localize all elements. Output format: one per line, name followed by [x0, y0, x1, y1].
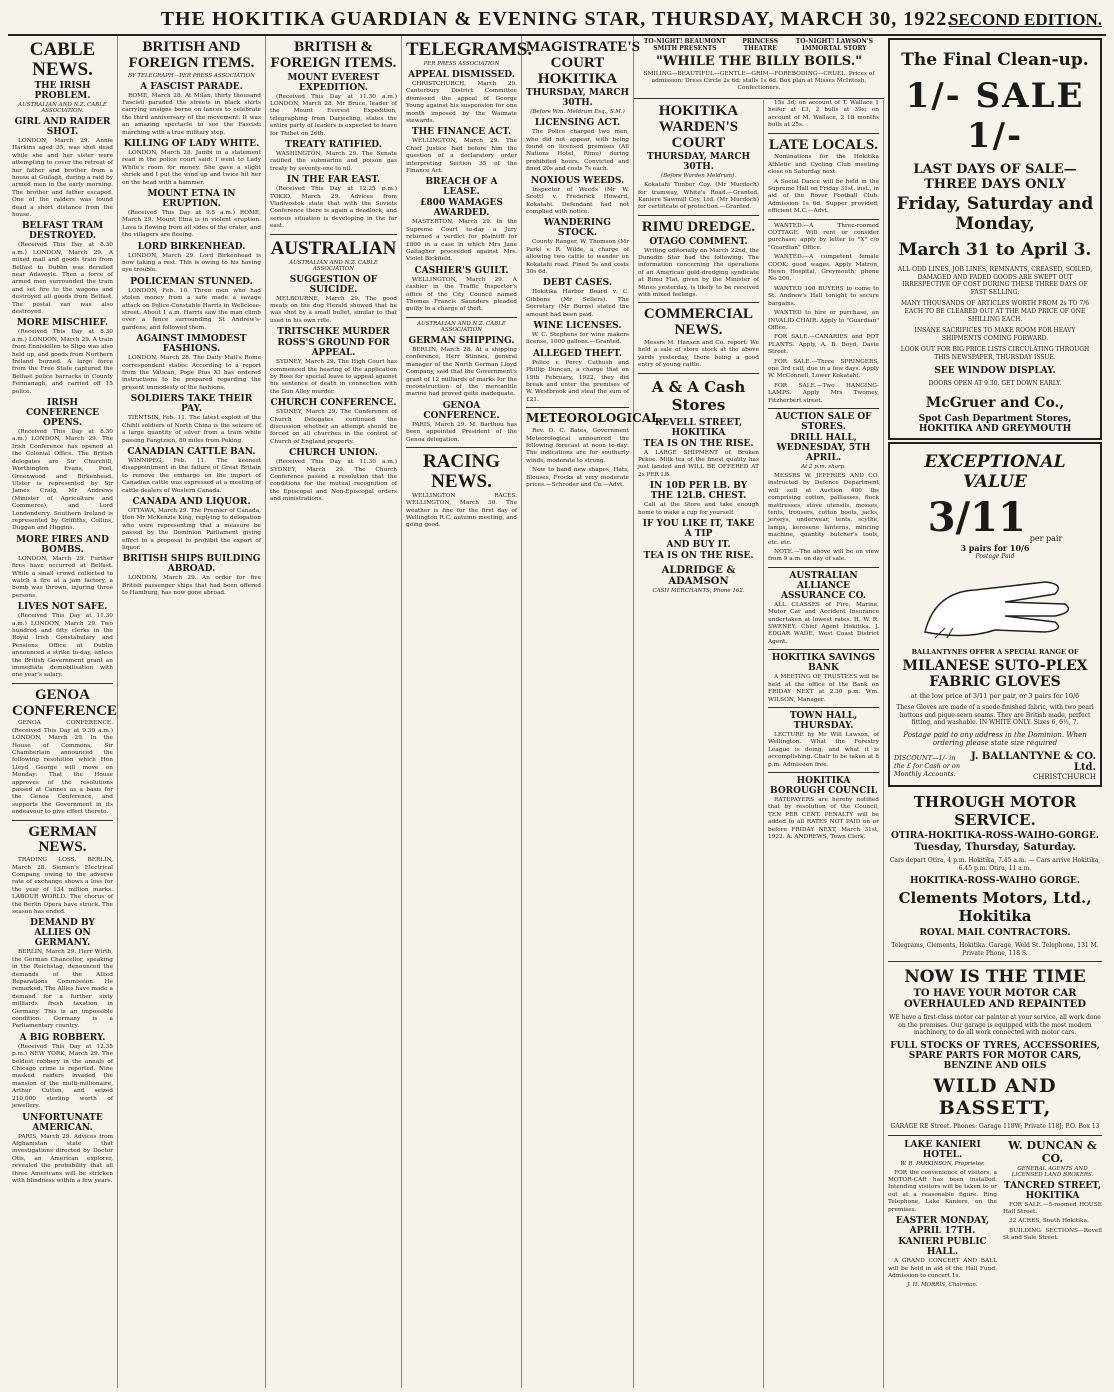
auction-location: DRILL HALL, WEDNESDAY, 5TH APRIL.: [776, 432, 871, 463]
article-heading: SUGGESTION OF SUICIDE.: [289, 274, 378, 295]
section-heading: AUSTRALIAN: [270, 237, 397, 259]
divider: [768, 133, 879, 134]
assurance-heading: AUSTRALIAN ALLIANCE ASSURANCE CO.: [780, 570, 867, 601]
agent-sub: GENERAL AGENTS AND LICENSED LAND BROKERS.: [1011, 1165, 1094, 1178]
article-text: Police v. Percy Cuthush and Phillip Duncan, a charge that on 19th February, 1922, they did break and enter the premises of W. Westbrook and steal the sum of £21.: [526, 359, 629, 403]
ad-doors: DOORS OPEN AT 9.30. GET DOWN EARLY.: [928, 379, 1062, 387]
article-heading: DEMAND BY ALLIES ON GERMANY.: [30, 918, 95, 949]
article-text: WELLINGTON, March 29. The Chief Justice had before him the question of a declaratory order interpreting Section 35 of the Finance Act.: [406, 138, 517, 174]
garage-ad-text: WE have a first-class motor car painter at your service, all work done on the premises. Our garage is equipped with the most modern machinery, to do all work connected with motor cars.: [889, 1014, 1101, 1037]
section-heading: MAGISTRATE'S COURT HOKITIKA: [526, 39, 640, 87]
article-heading: TREATY RATIFIED.: [285, 139, 382, 150]
article-text: LONDON, March 28. Jambi in a statement read in the police court said: I went to Lady White's room for money. She gave a slight shriek and I put the wind up and twice hit her on the head with a hammer.: [122, 149, 261, 186]
article-heading: GERMAN SHIPPING.: [408, 335, 515, 346]
column-british-foreign: [118, 36, 266, 1388]
hall-name: KANIERI PUBLIC HALL.: [898, 1237, 987, 1258]
article-text: (Received This Day at 12.35 p.m.) NEW YORK, March 29. The boldest robbery in the annals of Chicago crime is reported. Nine masked raiders invaded the mansion of the multi-millionaire, Arthur Cutten, and seized 210,000 sterling worth of jewellery.: [12, 1043, 113, 1110]
easter-date: EASTER MONDAY, APRIL 17TH.: [895, 1216, 990, 1237]
ad-sale-banner: 1/- SALE 1/-: [905, 76, 1085, 156]
motor-times: Cars depart Otira, 4 p.m. Hokitika, 7.45 a.m. — Cars arrive Hokitika, 6.45 p.m. Otira, 11 a.m.: [889, 856, 1101, 872]
section-heading: CABLE NEWS.: [29, 39, 96, 80]
article-heading: IRISH CONFERENCE OPENS.: [25, 398, 100, 429]
article-text: BERLIN, March 29. Herr Wirth, the German Chancellor, speaking in the Reichstag, denounced the demands of the Allied Reparations Commission. He remarked: The Allies have made a demand for a further sixty milliards fresh taxation in Germany. This is an impossible condition. Germany is a Parliamentary country.: [12, 949, 113, 1030]
article-heading: SOLDIERS TAKE THEIR PAY.: [130, 394, 253, 415]
film-title: "WHILE THE BILLY BOILS.": [655, 54, 863, 69]
motor-company-name: Clements Motors, Ltd., Hokitika: [898, 889, 1092, 926]
bank-heading: HOKITIKA SAVINGS BANK: [771, 653, 876, 674]
article-text: A Social Dance will be held in the Supreme Hall on Friday 31st. inst., in aid of the Rover Football Club. Admission 1s 6d. Supper provided; efficient M.C.—Advt.: [768, 178, 879, 215]
divider: [768, 408, 879, 409]
motor-service-heading: THROUGH MOTOR SERVICE.: [913, 792, 1077, 829]
ad-details: SMILING—BEAUTIFUL—GENTLE—GRIM—FOREBODING—CRUEL. Prices of admission: Dress Circle 2s 6d; stalls 1s 6d. Box plan at Misses McIntosh, Confectioners.: [643, 71, 875, 91]
article-text: (Received This Day at 8.30 a.m.) LONDON, March 29. A mixed mail and goods train from Belfast to Dublin was derailed near Adavoyle. Then a force of armed men surrounded the train and set fire to the wagons and destroyed all goods from Belfast. The postal van was also destroyed.: [12, 242, 113, 315]
merchant-sub: CASH MERCHANTS, Phone 162.: [652, 588, 745, 595]
motor-route: HOKITIKA-ROSS-WAIHO GORGE.: [909, 876, 1081, 887]
store-name: McGruer and Co.,: [925, 395, 1065, 412]
glove-postage: Postage paid to any address in the Dominion. When ordering please state size required: [903, 730, 1087, 747]
article-heading: BRITISH SHIPS BUILDING ABROAD.: [122, 554, 261, 575]
section-heading: HOKITIKA WARDEN'S COURT: [658, 103, 739, 151]
classified-ad: FOR SALE.—Three SPRINGERS, one 3rd calf, due in a few days. Apply W. McConnell, Lower Kokatahi.: [768, 358, 879, 380]
association-line: BY TELEGRAPH—PER PRESS ASSOCIATION: [128, 72, 255, 79]
ad-text: MANY THOUSANDS OF ARTICLES WORTH FROM 2s TO 7/6 EACH TO BE CLEARED OUT AT THE MAD PRICE OF ONE SHILLING EACH.: [901, 300, 1089, 323]
store-dept: Spot Cash Department Stores,: [918, 414, 1072, 425]
article-heading: POLICEMAN STUNNED.: [130, 276, 253, 287]
listing: 32 ACRES, South Hokitika.: [1008, 1218, 1089, 1225]
ad-offer: BALLANTYNES OFFER A SPECIAL RANGE OF: [911, 648, 1079, 657]
hotel-name: LAKE KANIERI HOTEL.: [904, 1139, 981, 1160]
ad-slogan: AND BUY IT.: [666, 540, 731, 551]
article-text: SYDNEY, March 29. The Conference of Church Delegates continued the discussion whether an attempt should be forced on all churches in the control of Church of England property.: [270, 409, 397, 445]
article-heading: CANADIAN CATTLE BAN.: [127, 446, 256, 457]
article-text: WINNIPEG, Feb. 11. The keenest disappointment in the failure of Great Britain to remove the embargo on the import of Canadian cattle was expressed at a meeting of cattle dealers of Western Canada.: [122, 457, 261, 494]
article-heading: APPEAL DISMISSED.: [408, 69, 515, 80]
glove-price-line: at the low price of 3/11 per pair, or 3 pairs for 10/6: [910, 692, 1080, 701]
article-text: County Ranger, W. Thomson (Mr Park) v. R. Wilde, a charge of allowing two cattle to wander on Kokatahi road. Fined 5s and costs 30s 6d.: [526, 239, 629, 275]
column-locals-classifieds: [764, 100, 884, 1388]
glove-price: 3/11: [927, 494, 1026, 542]
article-heading: MOUNT EVEREST EXPEDITION.: [287, 72, 380, 93]
edition-label: SECOND EDITION.: [948, 10, 1102, 29]
article-heading: WANDERING STOCK.: [543, 218, 611, 239]
association-line: AUSTRALIAN AND N.Z. CABLE ASSOCIATION: [417, 320, 506, 333]
column-telegrams: [402, 36, 533, 1388]
article-heading: AGAINST IMMODEST FASHIONS.: [136, 334, 247, 355]
discount-note: DISCOUNT—1/- in the £ for Cash or on Monthly Accounts.: [894, 753, 961, 778]
article-heading: WINE LICENSES.: [533, 320, 622, 331]
divider: [270, 234, 397, 235]
ad-slogan: IF YOU LIKE IT, TAKE A TIP: [642, 519, 755, 540]
ad-text: LOOK OUT FOR BIG PRICE LISTS CIRCULATING THROUGH THIS NEWSPAPER, THURSDAY ISSUE.: [900, 346, 1090, 361]
divider: [768, 707, 879, 708]
tea-price: IN 10D PER LB. BY THE 12LB. CHEST.: [649, 481, 748, 502]
article-text: TIENTSIN, Feb. 11. The latest exploit of the Chihli soldiers of North China is the seizure of a large quantity of silver from a train while passing Fangtzien, 80 miles from Peking.: [122, 415, 261, 444]
listing: FOR SALE.—5-roomed HOUSE Hall Street.: [1002, 1201, 1102, 1216]
motor-route: OTIRA-HOKITIKA-ROSS-WAIHO-GORGE.: [891, 830, 1099, 841]
section-heading: RACING NEWS.: [422, 450, 501, 492]
final-cleanup-ad: [888, 38, 1102, 440]
article-text: LONDON, March 29. Annie Harkins aged 35, was shot dead while she and her sister were attempting to cover the retreat of her father and brother from a house at Guilagh, during a raid by armed men in the early morning. The brother and father escaped. One of the raiders was found dead a short distance from the house.: [12, 137, 113, 218]
ad-dates-range: March 31 to April 3.: [898, 240, 1092, 260]
divider: [768, 772, 879, 773]
article-text: 15s 3d; on account of T. Wallace 1 heifer at £3, 2 bulls at 39s; on account of M. Wallace, 2 18 months bulls at 25s.: [768, 100, 879, 129]
section-subheading: THE IRISH PROBLEM.: [34, 80, 91, 101]
divider: [888, 961, 1102, 962]
princess-theatre-ad: [634, 36, 884, 99]
article-text: LONDON, March 29. An order for five British passenger ships that had been offered to Hamburg, has now gone abroad.: [122, 575, 261, 597]
pairs-offer: 3 pairs for 10/6: [960, 543, 1030, 554]
article-text: The Police charged two men, who did not appear, with being found on licensed premises (All Nations Hotel, Rimu) during prohibited hours. Convicted and fined 20s and costs 7s each.: [526, 129, 629, 173]
divider: [12, 683, 113, 684]
article-text: LONDON, March 29. Lord Birkenhead is now taking a rest. This is owing to his having eye trouble.: [122, 252, 261, 274]
article-heading: UNFORTUNATE AMERICAN.: [22, 1112, 103, 1133]
motor-company-sub: ROYAL MAIL CONTRACTORS.: [919, 928, 1071, 939]
section-heading: TELEGRAMS.: [406, 39, 533, 60]
section-heading: GENOA CONFERENCE: [12, 686, 118, 719]
article-heading: DEBT CASES.: [543, 278, 612, 289]
auction-text: MESSRS W. JEFFRIES AND CO. instructed by Defence Department will sell at Auction 400 lbs comprising cotton, palliasses, flock mattresses, stove utensils, mosses, tents, trousers, cotton boots, jacks, jerseys, underwear, tents, scythe, lamps, kerosene lanterns, mincing machine, quantity butcher's tools, etc. etc.: [768, 472, 879, 546]
ad-headline: EXCEPTIONAL VALUE: [924, 452, 1066, 493]
garage-ad-heading: NOW IS THE TIME: [904, 967, 1086, 988]
masthead-title: THE HOKITIKA GUARDIAN & EVENING STAR, THURSDAY, MARCH 30, 1922.: [160, 8, 954, 30]
article-heading: GENOA CONFERENCE.: [423, 400, 500, 421]
article-text: LONDON, Feb. 10. Three men who had stolen money from a safe made a savage attack on Police-Constable Harris in Wellclose-street. About 1 a.m. Harris saw the man climb over a fence surrounding St Andrew's-gardens, and followed them.: [122, 287, 261, 331]
article-heading: CANADA AND LIQUOR.: [132, 496, 251, 507]
article-text: CHRISTCHURCH, March 29. Canterbury District Committee dismissed the appeal of George Young against his suspension for one month imposed by the Waimate stewards.: [406, 80, 517, 124]
column-wardens-court: [634, 100, 764, 1388]
article-heading: LORD BIRKENHEAD.: [137, 241, 246, 252]
court-before: (Before Warden Meldrum).: [660, 173, 737, 180]
article-text: Hokitika Harbor Board v. C. Gibbons (Mr Sellers). The Secretary (Mr Burns) stated the amount had been paid.: [526, 289, 629, 318]
concert-text: A GRAND CONCERT AND BALL will be held in aid of the Hall Fund. Admission to concert 1s.: [888, 1258, 997, 1279]
article-heading: MORE FIRES AND BOMBS.: [16, 534, 109, 555]
article-text: Rev. D. C. Bates, Government Meteorological announced the following forecast at noon to-day: The indications are for southerly winds, moderate to strong.: [526, 428, 629, 464]
column-british-foreign-2: [266, 36, 402, 1388]
ad-title: The Final Clean-up.: [901, 50, 1089, 70]
article-text: PARIS, March 29. M. Barthou has been appointed President of the Genoa delegation.: [406, 421, 517, 443]
classified-ad: FOR SALE.—CANARIES and POT PLANTS. Apply, A. B. Boyd, Davie Street.: [768, 334, 879, 356]
article-subheading: £800 WAMAGES AWARDED.: [420, 198, 503, 219]
article-text: PARIS, March 29. Advices from Afghanistan state that investigations directed by Doctor Otis, an American explorer, revealed the probability that all three Americans will be stricken with blindness within a few years.: [12, 1133, 113, 1184]
advertisement-text: Call at the Store and take enough home to make a cup for yourself.: [638, 502, 759, 516]
article-heading: A BIG ROBBERY.: [19, 1032, 106, 1043]
ad-days: LAST DAYS OF SALE—THREE DAYS ONLY: [913, 162, 1077, 192]
article-heading: IN THE FAR EAST.: [286, 175, 381, 186]
tea-rise-line: TEA IS ON THE RISE.: [643, 438, 754, 449]
section-heading: METEOROLOGICAL.: [526, 411, 664, 426]
advertisement-text: Now to hand new shapes, Hats, Blouses, Frocks at very moderate prices.—Schroder and Co.—Advt.: [526, 467, 629, 489]
ad-right-text: TO-NIGHT! LAWSON'S IMMORTAL STORY: [795, 38, 873, 52]
classified-ad: WANTED to hire or purchase, an INVALID CHAIR. Apply to "Guardian" Office.: [768, 310, 879, 331]
divider: [638, 215, 759, 216]
ad-dates: Friday, Saturday and Monday,: [896, 194, 1094, 234]
article-subheading: OTAGO COMMENT.: [649, 236, 748, 247]
ad-window: SEE WINDOW DISPLAY.: [934, 365, 1056, 376]
tea-rise-line: TEA IS ON THE RISE.: [643, 551, 754, 562]
advertisement-text: A LARGE SHIPMENT of Broken Pekoe. Milk tea of the finest quality has just landed and WILL BE OFFERED AT 2s PER LB.: [638, 449, 759, 478]
article-text: LONDON, March 28. The Daily Mail's Rome correspondent states: According to a report from the Vatican, Pope Pius XI has ordered instructions to be prepared regarding the present immodesty of the fashions.: [122, 355, 261, 391]
article-text: SYDNEY, March 29. The High Court has commenced the hearing of the application by Ross for special leave to appeal against his sentence of death in connection with the Gun Alley murder.: [270, 359, 397, 395]
auction-time: At 2 p.m. sharp.: [801, 463, 846, 470]
court-before: (Before Wm. Meldrum Esq., S.M.): [530, 109, 625, 116]
ad-left-text: TO-NIGHT! BEAUMONT SMITH PRESENTS: [643, 38, 726, 52]
section-heading: BRITISH & FOREIGN ITEMS.: [270, 39, 397, 71]
court-date: THURSDAY, MARCH 30TH.: [647, 152, 750, 173]
article-text: GENOA CONFERENCE. (Received This Day at 9.30 a.m.) LONDON, March 29. In the House of Commons, Sir Chamberlain announced the following resolution which Hon Lloyd George will move on Monday: That the House approves of the resolutions passed at Cannes as a basis for the Genoa Conference, and supports the Government in its endeavour to give effect thereto.: [12, 720, 113, 816]
article-heading: A FASCIST PARADE.: [140, 81, 243, 92]
retailer-city: CHRISTCHURCH: [1032, 772, 1096, 781]
postage-note: Postage Paid: [975, 553, 1015, 561]
motor-company-contact: Telegrams, Clements, Hokitika. Garage, Weld St. Telephone, 131 M. Private Phone, 118 S.: [891, 942, 1099, 957]
chairman: J. H. MORRIS, Chairman.: [907, 1282, 978, 1289]
association-line: AUSTRALIAN AND N.Z. CABLE ASSOCIATION.: [18, 101, 107, 114]
divider: [768, 567, 879, 568]
article-text: OTTAWA, March 29. The Premier of Canada, Hon Mr McKenzie King, replying to delegation who were representing that a measure be passed by the Dominion Parliament giving effect to a proposal to prohibit the export of liquor.: [122, 507, 261, 551]
cash-stores-heading: A & A Cash Stores: [651, 377, 746, 414]
article-text: (Received This Day at 11.30 a.m.) SYDNEY, March 29. The Church Conference passed a resolution that the conditions for the mutual recognition of the Episcopal and Non-Episcopal orders and ministrations.: [270, 459, 397, 503]
agent-address: TANCRED STREET, HOKITIKA: [1003, 1180, 1102, 1201]
article-heading: THE FINANCE ACT.: [411, 127, 512, 138]
article-text: WASHINGTON, March 29. The Senate ratified the submarine and poison gas treaty by seventy-one to nil.: [270, 150, 397, 172]
garage-name: WILD AND BASSETT,: [933, 1075, 1057, 1120]
divider: [638, 302, 759, 303]
divider: [406, 447, 517, 448]
garage-contact: GARAGE RE Street. Phones: Garage 118W; Private 118J; P.O. Box 13: [890, 1123, 1100, 1131]
glove-product-name: MILANESE SUTO-PLEX FABRIC GLOVES: [902, 658, 1088, 691]
article-heading: BREACH OF A LEASE.: [425, 177, 498, 198]
borough-heading: HOKITIKA BOROUGH COUNCIL: [770, 775, 877, 796]
article-text: WELLINGTON, March 29. A cashier in the Traffic Inspector's office of the City Council named Thomas Francis Saunders pleaded guilty to a charge of theft.: [406, 276, 517, 313]
price-unit: per pair: [1029, 534, 1063, 544]
column-cable-news: [8, 36, 118, 1388]
article-heading: NOXIOUS WEEDS.: [530, 175, 625, 186]
divider: [406, 317, 517, 318]
divider: [12, 820, 113, 821]
article-heading: BELFAST TRAM DESTROYED.: [21, 221, 104, 242]
article-heading: LICENSING ACT.: [534, 118, 621, 129]
article-text: (Received This Day at 8.30 a.m.) LONDON, March 29. The Irish Conference has opened at the Colonial Office. The British delegates are Sir Churchill, Worthington Evans, Peel, Greenwood and Birkenhead. Ulster is represented by Sir James Craig, Mr Andrews (Minister of Agriculture and Commerce), and Lord Londonderry. Southern Ireland is represented by Griffiths, Collins, Duggan and Higgins.: [12, 429, 113, 532]
article-heading: ROSS'S GROUND FOR APPEAL.: [277, 338, 390, 359]
article-text: (Received This Day at 9.5 a.m.) ROME, March 29. Mount Etna is in violent eruption. Lava is flowing from all sides of the crater, and the villagers are fleeing.: [122, 209, 261, 239]
classified-ad: WANTED.—A Three-roomed COTTAGE. Will rent or consider purchase; apply by letter to "X" c/o "Guardian" Office.: [768, 222, 879, 251]
motor-days: Tuesday, Thursday, Saturday.: [914, 841, 1076, 853]
article-text: W. C. Stephens for wine makers license, 1000 gallons.—Granted.: [526, 331, 629, 346]
ballantyne-gloves-ad: [888, 442, 1102, 787]
classified-ad: WANTED.—A competent female COOK; good wages. Apply Matron, Hewn Hospital, Greymouth; phone No 200.: [768, 254, 879, 283]
cash-stores-address: REVELL STREET, HOKITIKA: [654, 417, 743, 438]
garage-ad-subheading: TO HAVE YOUR MOTOR CAR OVERHAULED AND REPAINTED: [903, 988, 1087, 1011]
divider: [526, 407, 629, 408]
article-heading: LIVES NOT SAFE.: [17, 602, 108, 613]
ad-text: INSANE SACRIFICES TO MAKE ROOM FOR HEAVY SHIPMENTS COMING FORWARD.: [914, 327, 1076, 342]
borough-text: RATEPAYERS are hereby notified that by resolution of the Council, TEN PER CENT. PENALTY will be added to all RATES NOT PAID on or before FRIDAY NEXT, March 31st, 1922. A. ANDREWS, Town Clerk.: [768, 796, 879, 840]
article-text: LONDON, March 29. Further fires have occurred at Belfast. While a small crowd collected to watch a fire at a jam factory, a bomb was thrown, injuring three persons.: [12, 555, 113, 599]
auction-heading: AUCTION SALE OF STORES.: [775, 411, 872, 432]
divider: [768, 219, 879, 220]
section-heading: LATE LOCALS.: [769, 136, 878, 153]
article-text: WELLINGTON RACES. WELLINGTON, March 30. The weather is fine for the first day of Wellington R.C. autumn meeting, and going good.: [406, 492, 517, 529]
classified-ad: WANTED 100 BUYERS to come to St. Andrew's Hall tonight to secure bargains.: [768, 285, 879, 307]
masthead: [8, 4, 1106, 36]
article-heading: ALLEGED THEFT.: [532, 348, 623, 359]
column-magistrates-court: [522, 36, 664, 1388]
listing: BUILDING SECTIONS—Revell St and Sale Street.: [1002, 1227, 1102, 1242]
article-text: MASTERTON, March 29. In the Supreme Court to-day a Jury returned a verdict for plaintiff for £800 in a case in which Mrs Jane Gallagher proceeded against Mrs. Violet Bickfield.: [406, 219, 517, 263]
garage-ad-stock: FULL STOCKS OF TYRES, ACCESSORIES, SPARE PARTS FOR MOTOR CARS, BENZINE AND OILS: [890, 1041, 1100, 1072]
article-text: MELBOURNE, March 29. The good meats on the dog Herald showed that he was shot by a small bullet, similar to that used in his own rifle.: [270, 295, 397, 324]
association-line: AUSTRALIAN AND N.Z. CABLE ASSOCIATION: [289, 259, 378, 272]
article-heading: CASHIER'S GUILT.: [414, 265, 509, 276]
article-heading: MORE MISCHIEF.: [16, 318, 109, 329]
article-text: ROME, March 28. At Milan, thirty thousand Fascisti paraded the streets in black shirts carrying ensigns borne on lances to celebrate the third anniversary of the movement. It was an amazing spectacle to see the Fascisti marching with a true military step.: [122, 92, 261, 136]
section-heading: GERMAN NEWS.: [28, 823, 97, 856]
article-text: (Received This Day at 12.25 p.m.) TOKIO, March 29. Advices from Vladivostok state that with the Soviets Conference there is again a deadlock, and serious situation is developing in the far east.: [270, 186, 397, 230]
article-heading: TRITSCHKE MURDER: [277, 327, 390, 338]
article-text: Kokatahi Timber Coy. (Mr Murdoch) for tramway, White's Road.—Granted. Kaniere Sawmill Coy. Ltd. (Mr Murdoch) for certificate of protection.—Granted.: [638, 182, 759, 211]
hotel-proprietor: W. R. PARKINSON, Proprietor.: [900, 1160, 985, 1167]
lake-kaniere-ad: [888, 1139, 997, 1292]
agent-name: W. DUNCAN & CO.: [1008, 1138, 1097, 1165]
article-text: (Received This Day at 11.30 a.m.) LONDON, March 29. Two hundred and fifty clerks in the Royal Irish Constabulary and Pensions Office at Dublin announced a strike to-day, unless the British Government grant an immediate demobilisation with one year's salary.: [12, 613, 113, 679]
classified-ad: FOR SALE.—Two HANGING-LAMPS. Apply Mrs Twomey, Fitzherbert street.: [768, 382, 879, 404]
retailer-name: J. BALLANTYNE & CO. Ltd.: [971, 750, 1096, 773]
article-heading: GIRL AND RAIDER SHOT.: [14, 116, 111, 137]
store-town: HOKITIKA AND GREYMOUTH: [918, 424, 1072, 435]
town-hall-text: LECTURE by Mr Will Lawson, of Wellington. What the Forestry League is doing, and what it is accomplishing. Chair to be taken at 8 p.m. Admission free.: [768, 731, 879, 768]
divider: [638, 373, 759, 374]
auction-note: NOTE.—The above will be on view from 9 a.m. on day of sale.: [768, 549, 879, 563]
duncan-ad: [1003, 1139, 1102, 1292]
article-text: Messrs M. Hansen and Co. report: We held a sale of store stock at the above yards yesterday, there being a good entry of young cattle.: [638, 339, 759, 369]
section-heading: BRITISH AND FOREIGN ITEMS.: [128, 39, 255, 71]
association-line: PER PRESS ASSOCIATION: [423, 60, 500, 67]
ad-text: ALL ODD LINES, JOB LINES, REMNANTS, CREASED, SOILED, DAMAGED AND FADED GOODS ARE SWEPT OUT IRRESPECTIVE OF COST DURING THESE THREE DAYS OF FAST SELLING.: [897, 266, 1093, 296]
article-text: TRADING LOSS. BERLIN, March 28. Siemen's Electrical Company, owing to the adverse rate of exchange shows a loss for the year of 134 million marks. LABOUR WORLD. The chorus of the Berlin Opera have struck. The season has ended.: [12, 857, 113, 915]
article-heading: CHURCH UNION.: [289, 448, 378, 459]
article-text: Nominations for the Hokitika Athletic and Cycling Club meeting close on Saturday next.: [768, 154, 879, 176]
hotel-text: FOR the convenience of visitors, a MOTOR-CAR has been installed. Intending visitors will be taken to or out at a reasonable figure. Ring Telephone, Lake Kaniere, on the premises.: [888, 1169, 997, 1213]
article-heading: KILLING OF LADY WHITE.: [123, 138, 260, 149]
court-date: THURSDAY, MARCH 30TH.: [526, 88, 629, 109]
town-hall-heading: TOWN HALL, THURSDAY.: [789, 710, 858, 731]
merchant-name: ALDRIDGE & ADAMSON: [661, 565, 736, 588]
section-heading: COMMERCIAL NEWS.: [643, 306, 754, 339]
divider: [768, 649, 879, 650]
article-text: Writing editorially on March 22nd, the Dunedin Star had the following: The information concerning the operations of an American gold-dredging syndicate at Rimu Flat, given by the Minister of Mines yesterday, is likely to be received with mixed feelings.: [638, 247, 759, 299]
article-text: (Received This Day at 8.30 a.m.) LONDON, March 29. A train from Enniskillen to Sligo was also held up, and goods from Northern Ireland burned. A large force from the Free State captured the Belfast police barracks in County Fermanagh, and carried off 15 police.: [12, 329, 113, 395]
bank-text: A MEETING OF TRUSTEES will be held at the office of the Bank on FRIDAY NEXT at 2.30 p.m. Wm. WILSON, Manager.: [768, 674, 879, 703]
article-text: BERLIN, March 28. At a shipping conference, Herr Stinnes, general manager of the North German Lloyd Company, said that the Government's grant of 12 milliards of marks for the reconstruction of the mercantile marine had proved quite inadequate.: [406, 346, 517, 398]
assurance-text: ALL CLASSES of Fire, Marine, Motor Car and Accident Insurance undertaken at lowest rates. H. W. R. SWENEY, Chief Agent Hokitika. J. EDGAR WADE, West Coast District Agent.: [768, 601, 879, 645]
section-heading: RIMU DREDGE.: [641, 218, 756, 235]
ad-venue: PRINCESS THEATRE: [742, 38, 779, 52]
column-advertisements: [884, 36, 1106, 1388]
article-heading: CHURCH CONFERENCE.: [270, 398, 397, 409]
article-text: (Received This Day at 11.30 a.m.) LONDON, March 28. Mr Bruce, leader of the Mount Everest Expedition, telegraphing from Darjeeling, states the entire party of leaders is expected to leave for Thibet on 26th.: [270, 93, 397, 137]
divider: [888, 1135, 1102, 1136]
glove-illustration: [905, 562, 1085, 642]
article-heading: MOUNT ETNA IN ERUPTION.: [147, 188, 236, 209]
glove-description: These Gloves are made of a suede-finished fabric, with two pearl buttons and pique-sewn seams. They are British made, perfect fitting, and washable. IN WHITE ONLY. Sizes 6, 6½, 7.: [896, 704, 1094, 727]
article-text: Inspector of Weeds (Mr W. Scott) v. Frederick Howard, Kokatahi. Defendant had not complied with notice.: [526, 186, 629, 215]
